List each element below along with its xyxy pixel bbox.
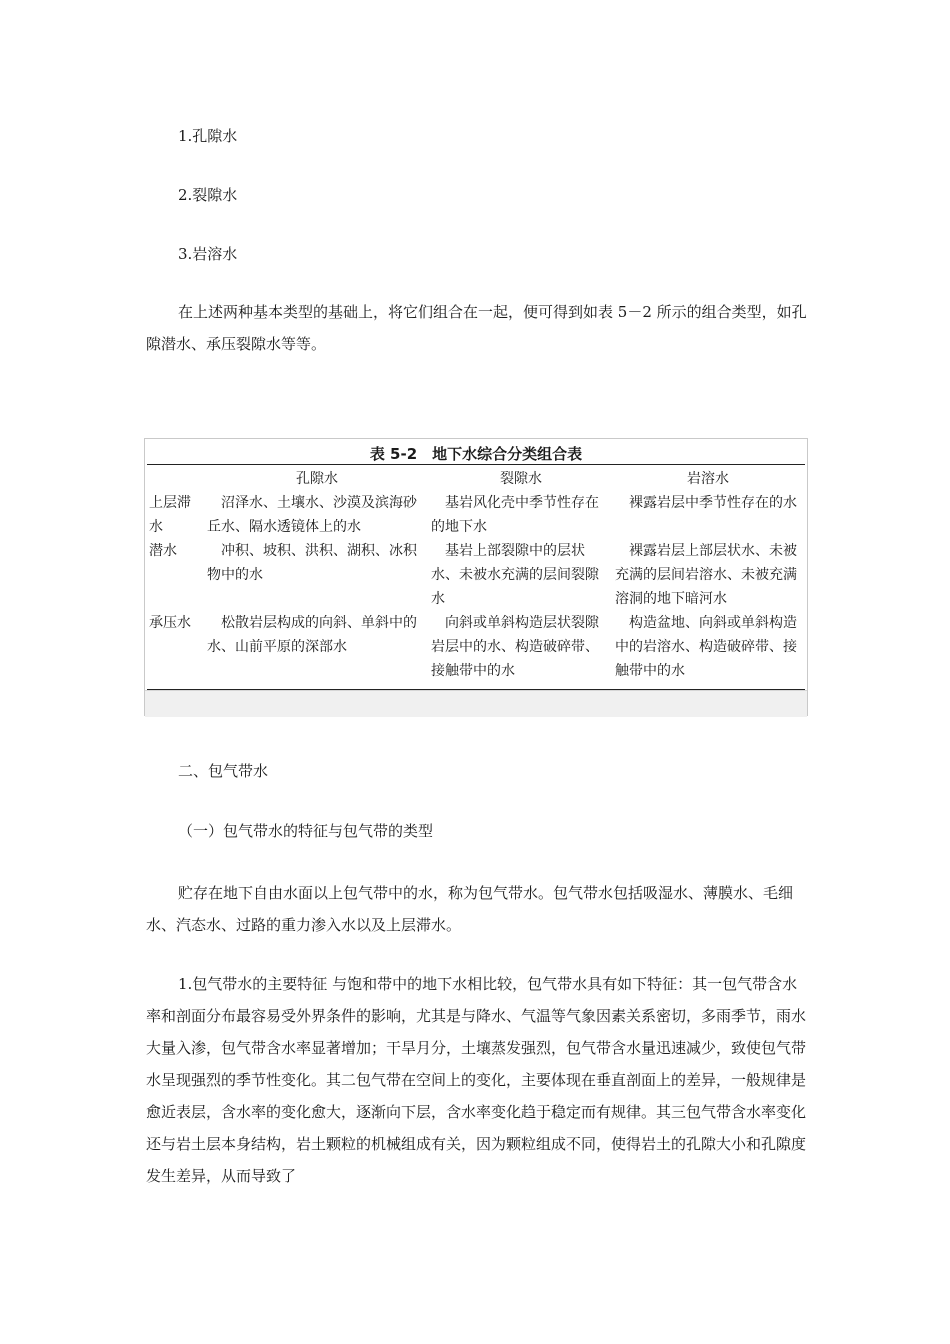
intro-paragraph: 在上述两种基本类型的基础上，将它们组合在一起，便可得到如表 5－2 所示的组合类型，如孔隙潜水、承压裂隙水等等。 bbox=[146, 303, 807, 353]
classification-table bbox=[147, 467, 803, 683]
cell-text: 基岩上部裂隙中的层状水、未被水充满的层间裂隙水 bbox=[431, 543, 599, 607]
table-cell bbox=[613, 539, 803, 611]
table-cell bbox=[205, 491, 429, 539]
cell-text: 裸露岩层上部层状水、未被充满的层间岩溶水、未被充满溶洞的地下暗河水 bbox=[615, 543, 797, 607]
section-heading: 二、包气带水 bbox=[178, 762, 269, 780]
cell-text: 沼泽水、土壤水、沙漠及滨海砂丘水、隔水透镜体上的水 bbox=[207, 495, 417, 535]
list-item-1: 1.孔隙水 bbox=[178, 127, 238, 145]
list-item-2: 2.裂隙水 bbox=[178, 186, 238, 204]
table-cell bbox=[205, 611, 429, 683]
table-top-rule bbox=[147, 464, 805, 465]
table-cell bbox=[613, 611, 803, 683]
cell-text: 松散岩层构成的向斜、单斜中的水、山前平原的深部水 bbox=[207, 615, 417, 655]
table-title: 表 5-2 地下水综合分类组合表 bbox=[369, 445, 583, 463]
row-label: 上层滞水 bbox=[149, 495, 191, 535]
cell-text: 裸露岩层中季节性存在的水 bbox=[629, 495, 797, 511]
header-cell-fissure-water: 裂隙水 bbox=[500, 471, 542, 487]
table-header-row bbox=[147, 467, 803, 491]
table-cell bbox=[429, 539, 613, 611]
paragraph-characteristics: 1.包气带水的主要特征 与饱和带中的地下水相比较，包气带水具有如下特征：其一包气带含水率和剖面分布最容易受外界条件的影响，尤其是与降水、气温等气象因素关系密切，多雨季节，雨水大量入渗，包气带含水率显著增加；干旱月分，土壤蒸发强烈，包气带含水量迅速减少，致使包气带水呈现强烈的季节性变化。其二包气带在空间上的变化，主要体现在垂直剖面上的差异，一般规律是愈近表层，含水率的变化愈大，逐渐向下层，含水率变化趋于稳定而有规律。其三包气带含水率变化还与岩土层本身结构，岩土颗粒的机械组成有关，因为颗粒组成不同，使得岩土的孔隙大小和孔隙度发生差异，从而导致了 bbox=[146, 975, 807, 1185]
cell-text: 构造盆地、向斜或单斜构造中的岩溶水、构造破碎带、接触带中的水 bbox=[615, 615, 797, 679]
table-cell bbox=[429, 611, 613, 683]
table-row bbox=[147, 611, 803, 683]
cell-text: 冲积、坡积、洪积、湖积、冰积物中的水 bbox=[207, 543, 417, 583]
list-item-3: 3.岩溶水 bbox=[178, 245, 238, 263]
header-cell-karst-water: 岩溶水 bbox=[687, 471, 729, 487]
row-label: 承压水 bbox=[149, 615, 191, 631]
table-cell bbox=[429, 491, 613, 539]
classification-table-figure bbox=[144, 438, 808, 716]
table-row bbox=[147, 491, 803, 539]
table-cell bbox=[205, 539, 429, 611]
cell-text: 向斜或单斜构造层状裂隙岩层中的水、构造破碎带、接触带中的水 bbox=[431, 615, 599, 679]
figure-footer-strip bbox=[145, 690, 807, 717]
row-label: 潜水 bbox=[149, 543, 177, 559]
table-cell bbox=[613, 491, 803, 539]
header-cell-pore-water: 孔隙水 bbox=[296, 471, 338, 487]
table-row bbox=[147, 539, 803, 611]
cell-text: 基岩风化壳中季节性存在的地下水 bbox=[431, 495, 599, 535]
header-cell-empty bbox=[147, 467, 205, 491]
subsection-heading: （一）包气带水的特征与包气带的类型 bbox=[178, 822, 434, 840]
paragraph-definition: 贮存在地下自由水面以上包气带中的水，称为包气带水。包气带水包括吸湿水、薄膜水、毛细水、汽态水、过路的重力渗入水以及上层滞水。 bbox=[146, 884, 794, 934]
